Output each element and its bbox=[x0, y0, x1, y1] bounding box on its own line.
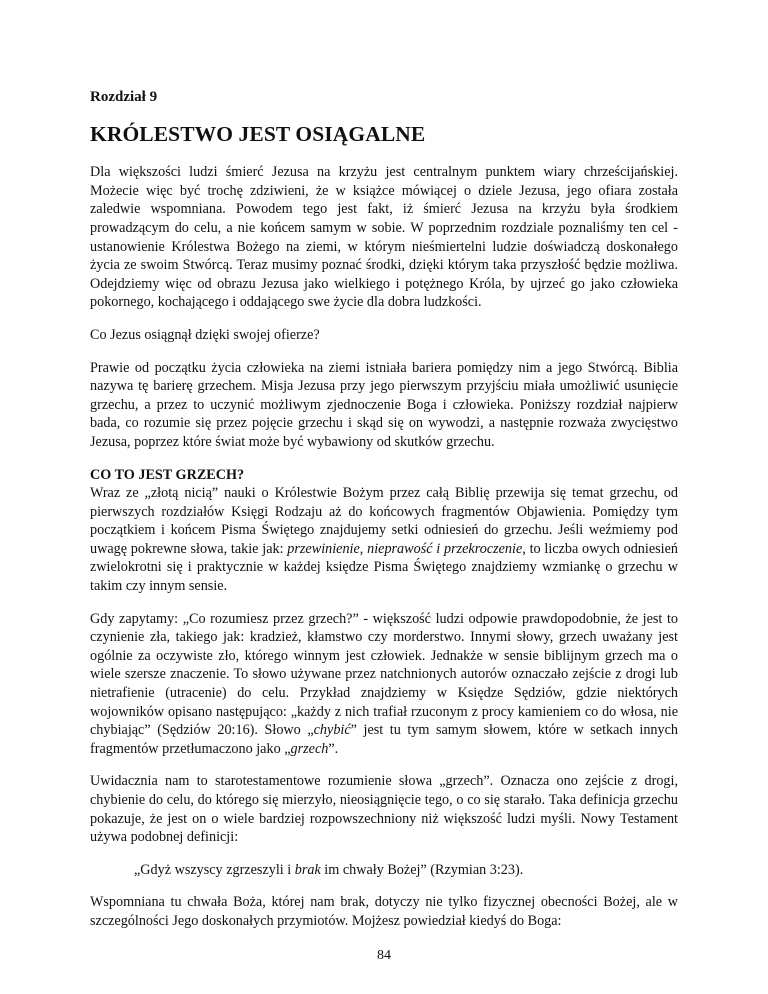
section-heading: CO TO JEST GRZECH? bbox=[90, 466, 245, 483]
bible-quote bbox=[134, 861, 678, 880]
paragraph-question: Co Jezus osiągnął dzięki swojej ofierze? bbox=[90, 326, 320, 343]
text-run: Gdy zapytamy: „Co rozumiesz przez grzech?” - większość ludzi odpowie prawdopodobnie, że jest to czynienie zła, takiego jak: kradzież, kłamstwo czy morderstwo. Innymi słowy, grzech uważany jest ogólnie za oczywiste zło, którego winnym jest człowiek. Jednakże w sensie biblijnym grzech ma o wiele szersze znaczenie. To słowo używane przez natchnionych autorów oznaczało zejście z drogi lub nietrafienie (utracenie) do celu. Przykład znajdziemy w Księdze Sędziów, gdzie niektórych wojowników opisano następująco: „każdy z nich trafiał rzuconym z procy kamieniem co do włosa, nie chybiając” (Sędziów 20:16). Słowo „ bbox=[90, 610, 678, 739]
page-number: 84 bbox=[377, 948, 391, 963]
emphasis-brak: brak bbox=[294, 861, 321, 878]
text-run: Wraz ze „złotą nicią” nauki o Królestwie Bożym przez całą Biblię przewija się temat grzechu, od pierwszych rozdziałów Księgi Rodzaju aż do końcowych fragmentów Objawienia. Pomiędzy tym początkiem i końcem Pisma Świętego znajdujemy setki odniesień do grzechu. Jeśli weźmiemy pod uwagę pokrewne słowa, takie jak: bbox=[90, 485, 678, 557]
text-run: ”. bbox=[328, 740, 339, 757]
paragraph-definition bbox=[90, 610, 678, 759]
chapter-label: Rozdział 9 bbox=[90, 89, 158, 105]
text-run: ” jest tu tym samym słowem, które w setkach innych fragmentów przetłumaczono jako „ bbox=[90, 722, 678, 757]
emphasis-terms: przewinienie, nieprawość i przekroczenie bbox=[287, 540, 523, 557]
text-run: „Gdyż wszyscy zgrzeszyli i bbox=[134, 861, 295, 878]
emphasis-grzech: grzech bbox=[290, 740, 329, 757]
paragraph-ot-meaning: Uwidacznia nam to starotestamentowe rozumienie słowa „grzech”. Oznacza ono zejście z drogi, chybienie do celu, do którego się mierzyło, nieosiągnięcie tego, o co się starało. Taka definicja grzechu pokazuje, że jest on o wiele bardziej rozpowszechniony niż większość ludzi myśli. Nowy Testament używa podobnej definicji: bbox=[90, 773, 678, 846]
text-run: im chwały Bożej” (Rzymian 3:23). bbox=[320, 861, 524, 878]
paragraph-golden-thread bbox=[90, 484, 678, 596]
emphasis-chybic: chybić bbox=[313, 722, 351, 739]
text-run: , to liczba owych odniesień zwielokrotni się i praktycznie w każdej księdze Pisma Świętego znajdziemy wzmiankę o grzechu w takim czy innym sensie. bbox=[90, 540, 678, 595]
chapter-title: KRÓLESTWO JEST OSIĄGALNE bbox=[90, 121, 426, 146]
paragraph-glory: Wspomniana tu chwała Boża, której nam brak, dotyczy nie tylko fizycznej obecności Bożej, ale w szczególności Jego doskonałych przymiotów. Mojżesz powiedział kiedyś do Boga: bbox=[90, 894, 678, 929]
section-what-is-sin bbox=[90, 466, 678, 596]
document-page bbox=[90, 88, 678, 945]
paragraph-barrier: Prawie od początku życia człowieka na ziemi istniała bariera pomiędzy nim a jego Stwórcą. Biblia nazywa tę barierę grzechem. Misja Jezusa przy jego pierwszym przyjściu miała umożliwić usunięcie grzechu, a przez to uczynić możliwym zjednoczenie Boga i człowieka. Poniższy rozdział najpierw bada, co rozumie się przez pojęcie grzechu i skąd się on wywodzi, a następnie rozważa zwycięstwo Jezusa, poprzez które świat może być wybawiony od skutków grzechu. bbox=[90, 359, 678, 450]
paragraph-intro: Dla większości ludzi śmierć Jezusa na krzyżu jest centralnym punktem wiary chrześcijańskiej. Możecie więc być trochę zdziwieni, że w książce mówiącej o dziele Jezusa, jego ofiara została zaledwie wspomniana. Powodem tego jest fakt, iż śmierć Jezusa na krzyżu była środkiem prowadzącym do celu, a nie końcem samym w sobie. W poprzednim rozdziale poznaliśmy ten cel - ustanowienie Królestwa Bożego na ziemi, w którym nieśmiertelni ludzie doświadczą doskonałego życia ze swoim Stwórcą. Teraz musimy poznać środki, dzięki którym taka przyszłość będzie możliwa. Odejdziemy więc od obrazu Jezusa jako wielkiego i potężnego Króla, by ujrzeć go jako człowieka pokornego, kochającego i oddającego swe życie dla dobra ludzkości. bbox=[90, 164, 678, 311]
